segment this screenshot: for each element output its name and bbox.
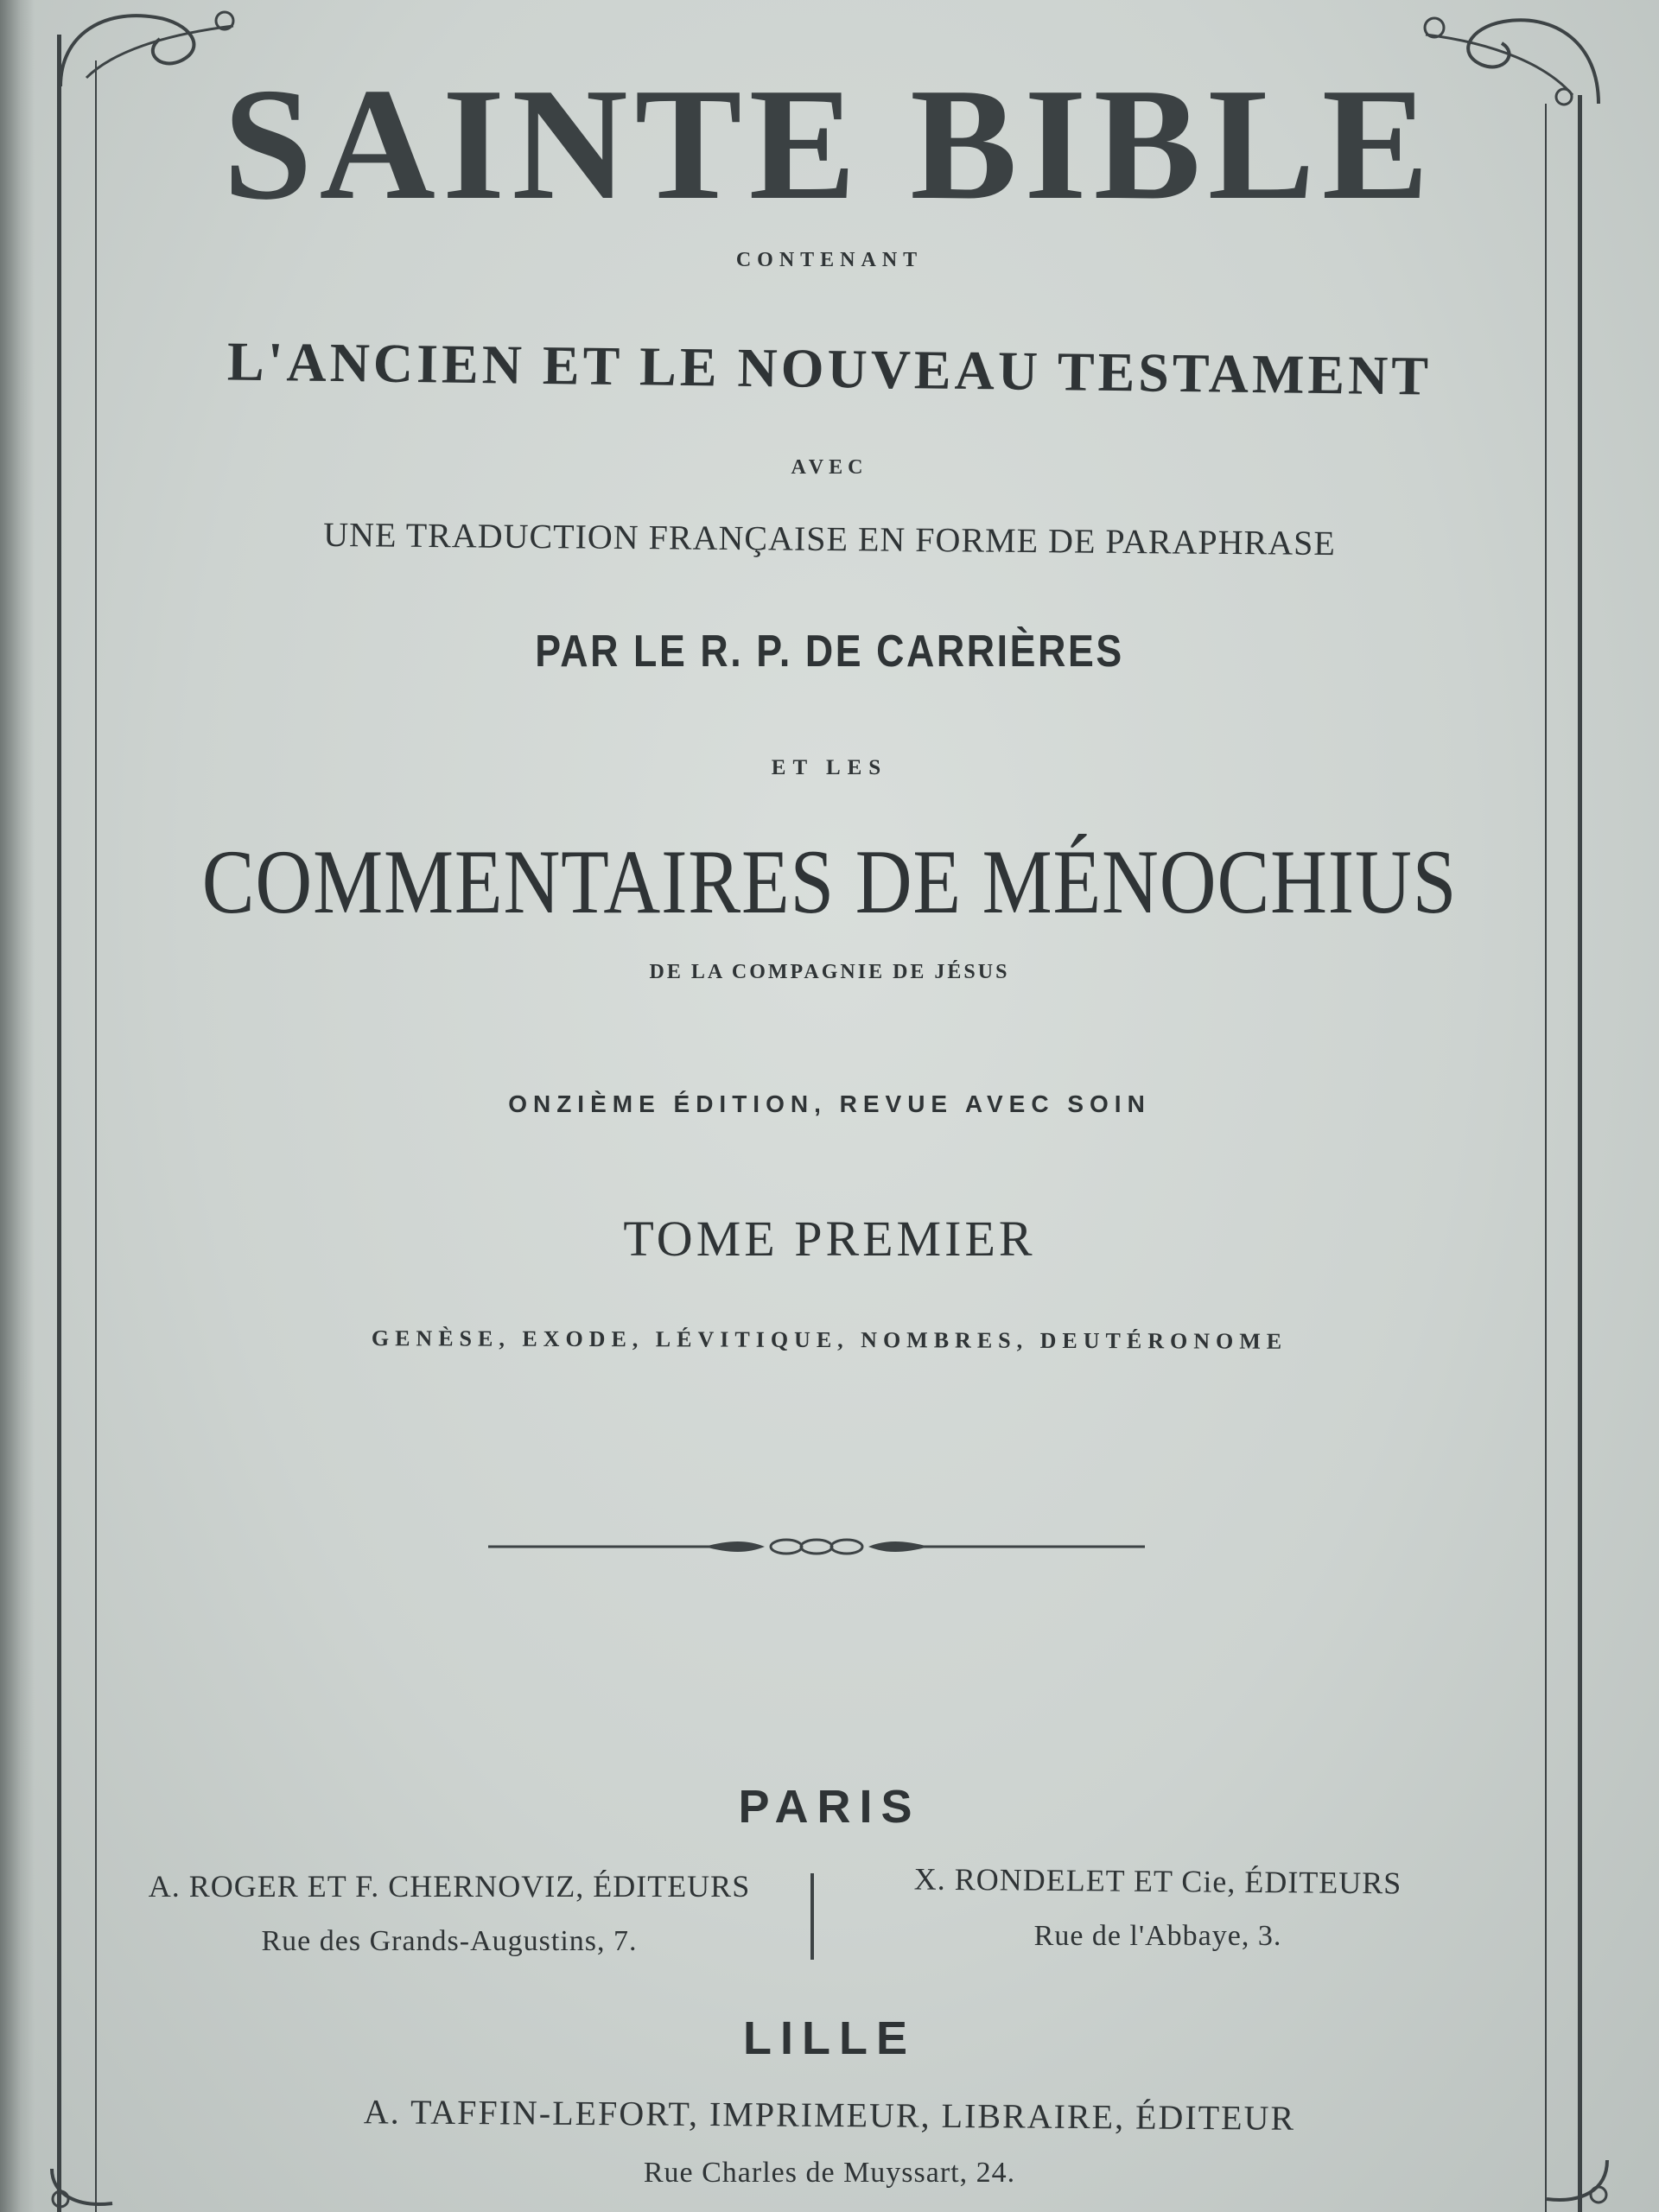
publisher-divider (810, 1873, 814, 1960)
edition-text: ONZIÈME ÉDITION, REVUE AVEC SOIN (508, 1090, 1151, 1117)
books-list: GENÈSE, EXODE, LÉVITIQUE, NOMBRES, DEUTÉRONOME (371, 1325, 1288, 1354)
book-title: SAINTE BIBLE (223, 55, 1436, 233)
city-paris: PARIS (738, 1781, 921, 1833)
author-line: PAR LE R. P. DE CARRIÈRES (535, 626, 1124, 677)
address-left: Rue des Grands-Augustins, 7. (261, 1925, 638, 1957)
printer-address: Rue Charles de Muyssart, 24. (643, 2157, 1016, 2189)
printer-line: A. TAFFIN-LEFORT, IMPRIMEUR, LIBRAIRE, ÉDITEUR (363, 2092, 1296, 2138)
testament-heading: L'ANCIEN ET LE NOUVEAU TESTAMENT (226, 330, 1433, 407)
border-right-inner (1545, 104, 1547, 2212)
et-les-text: ET LES (771, 756, 888, 779)
compagnie-text: DE LA COMPAGNIE DE JÉSUS (649, 961, 1010, 983)
translation-text: UNE TRADUCTION FRANÇAISE EN FORME DE PARAPHRASE (323, 514, 1336, 563)
publisher-right: X. RONDELET ET Cie, ÉDITEURS (913, 1861, 1402, 1901)
commentaries-heading: COMMENTAIRES DE MÉNOCHIUS (201, 831, 1458, 932)
contenant-text: CONTENANT (735, 249, 924, 271)
avec-text: AVEC (791, 456, 868, 479)
volume-heading: TOME PREMIER (623, 1211, 1036, 1267)
publisher-left: A. ROGER ET F. CHERNOVIZ, ÉDITEURS (148, 1869, 751, 1904)
city-lille: LILLE (743, 2012, 916, 2064)
ornamental-rule (488, 1529, 1145, 1564)
address-right: Rue de l'Abbaye, 3. (1033, 1920, 1282, 1952)
border-right-outer (1578, 95, 1582, 2212)
